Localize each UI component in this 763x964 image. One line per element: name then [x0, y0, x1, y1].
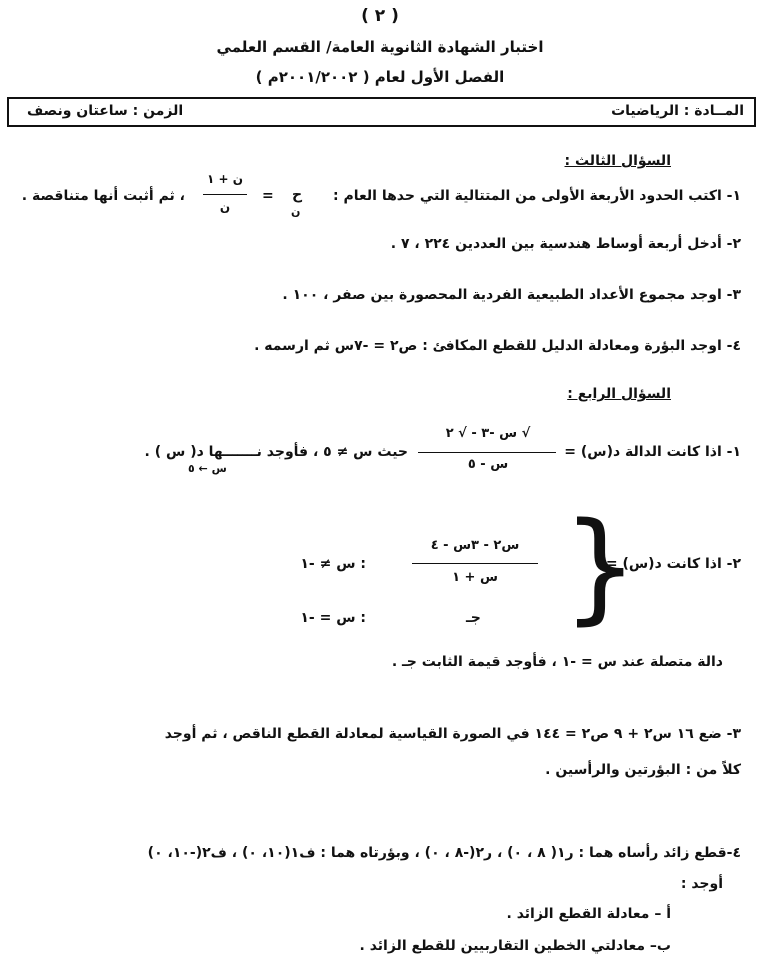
piecewise-brace: }	[562, 498, 639, 637]
q4-item1-condition: حيث س ≠ ٥ ، فأوجد نـــــــها د( س ) .	[144, 444, 408, 460]
q4-item2-case2-value: جـ	[466, 610, 481, 626]
q3-item1-numerator: ن + ١	[207, 172, 243, 186]
q3-item2: ٢- أدخل أربعة أوساط هندسية بين العددين ٢٢٤ ، ٧ .	[390, 236, 741, 252]
q4-title: السؤال الرابع :	[567, 386, 671, 402]
q4-item1-numerator: √ س -٣ - √ ٢	[445, 426, 531, 441]
duration-label: الزمن : ساعتان ونصف	[27, 103, 184, 119]
q4-item3-line1: ٣- ضع ١٦ س٢ + ٩ ص٢ = ١٤٤ في الصورة القياسية لمعادلة القطع الناقص ، ثم أوجد	[164, 726, 741, 742]
q4-item2-case1-numerator: س٢ - ٣س - ٤	[430, 538, 520, 553]
q4-item2-case1-denominator: س + ١	[452, 570, 498, 585]
q3-item4: ٤- اوجد البؤرة ومعادلة الدليل للقطع المكافئ : ص٢ = -٧س ثم ارسمه .	[254, 338, 741, 354]
q4-item1-lead: ١- اذا كانت الدالة د(س) =	[564, 444, 741, 460]
q4-item4-line2: أوجد :	[680, 876, 723, 892]
q3-item3: ٣- اوجد مجموع الأعداد الطبيعية الفردية المحصورة بين صفر ، ١٠٠ .	[282, 287, 741, 303]
exam-title: اختبار الشهادة الثانوية العامة/ القسم العلمي	[216, 38, 544, 56]
q3-item1-term: ح	[292, 187, 303, 203]
q4-item2-tail: دالة متصلة عند س = -١ ، فأوجد قيمة الثابت جـ .	[391, 654, 723, 670]
q4-item4-line1: ٤-قطع زائد رأساه هما : ر١( ٨ ، ٠) ، ر٢(-٨ ، ٠) ، وبؤرتاه هما : ف١(١٠، ٠) ، ف٢(-١٠، ٠)	[147, 845, 741, 861]
q4-item1-fraction-bar	[418, 452, 556, 453]
q4-item2-case1-fraction-bar	[412, 563, 538, 564]
q3-item1-tail: ، ثم أثبت أنها متناقصة .	[21, 188, 185, 204]
q4-item2-lead: ٢- اذا كانت د(س) =	[605, 556, 741, 572]
q4-item2-case1-condition: : س ≠ -١	[300, 556, 366, 572]
q3-item1-fraction-bar	[203, 194, 247, 195]
q3-item1-text: ١- اكتب الحدود الأربعة الأولى من المتتالية التي حدها العام :	[333, 188, 741, 204]
q3-title: السؤال الثالث :	[564, 153, 671, 169]
exam-term: الفصل الأول لعام ( ٢٠٠١/٢٠٠٢م )	[255, 68, 505, 86]
q3-item1-subscript: ن	[291, 205, 301, 218]
q3-item1-denominator: ن	[219, 200, 231, 214]
q4-item3-line2: كلاً من : البؤرتين والرأسين .	[545, 762, 741, 778]
exam-info-box	[7, 97, 756, 127]
q4-item4-part-a: أ – معادلة القطع الزائد .	[506, 906, 671, 922]
q4-item1-limit-subscript: س ← ٥	[188, 462, 227, 475]
q4-item1-denominator: س - ٥	[467, 457, 509, 472]
q3-item1-equals: =	[262, 188, 274, 204]
q4-item2-case2-condition: : س = -١	[300, 610, 366, 626]
q4-item4-part-b: ب– معادلتي الخطين التقاربيين للقطع الزائد .	[359, 938, 671, 954]
subject-label: المــادة : الرياضيات	[611, 103, 744, 119]
page-number: ( ٢ )	[361, 6, 399, 26]
